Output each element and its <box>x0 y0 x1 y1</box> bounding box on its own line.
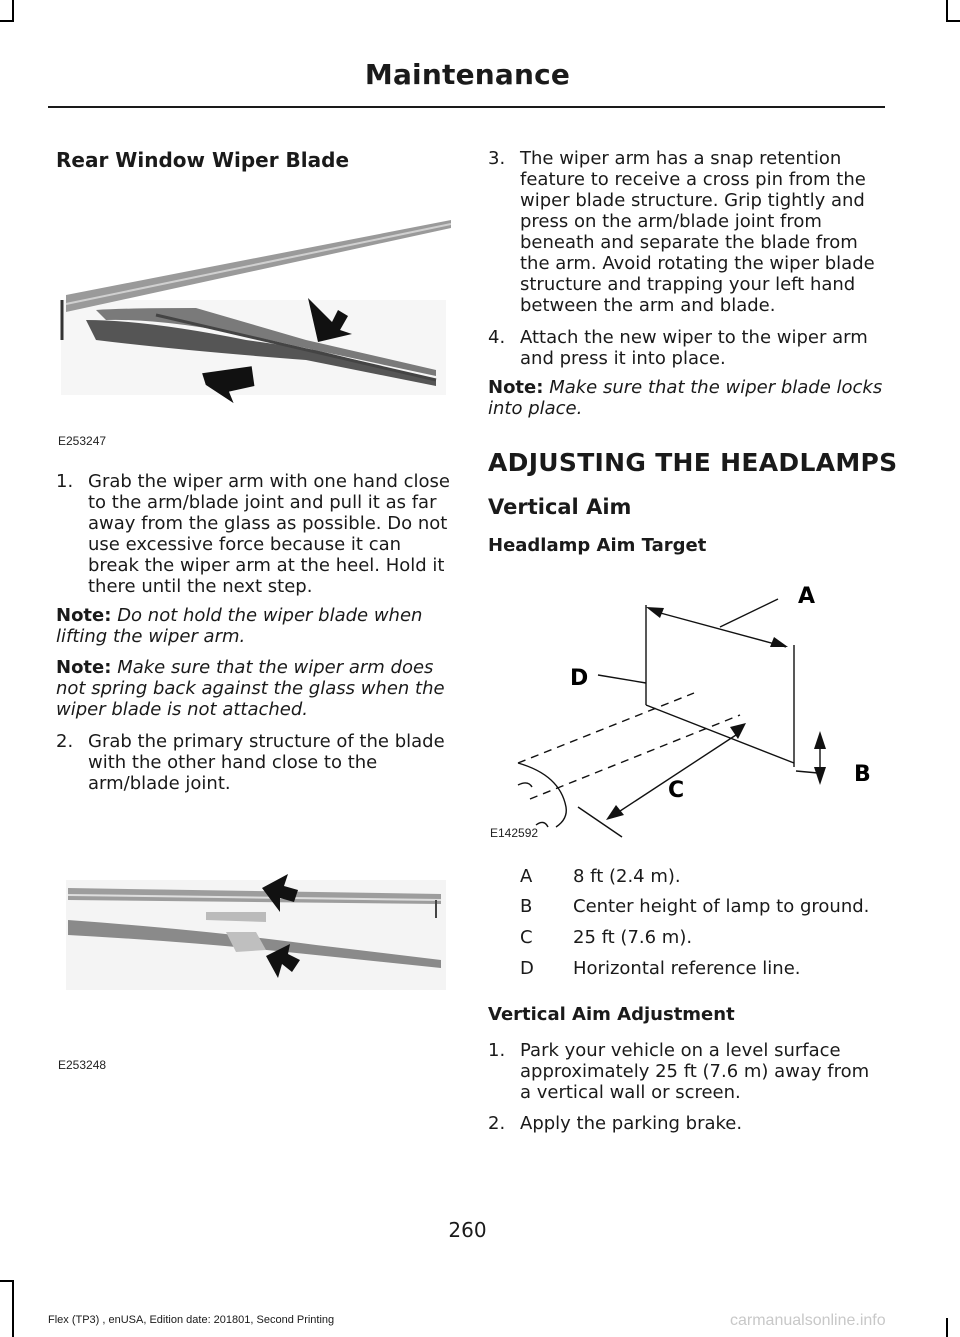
diagram-label-d: D <box>570 666 589 691</box>
legend-value: 8 ft (2.4 m). <box>573 866 681 887</box>
legend-value: Horizontal reference line. <box>573 958 801 979</box>
step-number: 1. <box>488 1040 506 1061</box>
watermark: carmanualsonline.info <box>730 1312 886 1329</box>
note-label: Note: <box>56 605 112 626</box>
step-text: The wiper arm has a snap retention feature to receive a cross pin from the wiper blade structure. Grip tightly and press on the arm/blade joint from beneath and separate the blade from the arm. Avoid rotating the wiper blade structure and trapping your left hand between the arm and blade. <box>520 148 875 316</box>
wiper-figure-2 <box>56 860 451 1000</box>
diagram-label-a: A <box>798 584 816 609</box>
note-text: Make sure that the wiper blade locks into place. <box>488 377 883 419</box>
step-text: Park your vehicle on a level surface approximately 25 ft (7.6 m) away from a vertical wall or screen. <box>520 1040 870 1103</box>
section-title: Rear Window Wiper Blade <box>56 148 350 172</box>
legend-row <box>520 927 692 948</box>
page-number: 260 <box>448 1218 487 1242</box>
crop-mark <box>0 20 14 22</box>
crop-mark <box>946 1318 948 1337</box>
crop-mark <box>12 1280 14 1337</box>
headlamp-aim-diagram <box>488 575 883 850</box>
note-text: Do not hold the wiper blade when lifting the wiper arm. <box>56 605 423 647</box>
page-title: Maintenance <box>364 58 571 91</box>
legend-key: D <box>520 958 534 979</box>
step-2 <box>56 731 451 794</box>
note-label: Note: <box>56 657 112 678</box>
step-number: 1. <box>56 471 74 492</box>
step-number: 4. <box>488 327 506 348</box>
legend-key: C <box>520 927 533 948</box>
note-text: Make sure that the wiper arm does not spring back against the glass when the wiper blade is not attached. <box>56 657 445 720</box>
wiper-figure-1 <box>56 200 451 460</box>
diagram-label-c: C <box>668 778 685 803</box>
arrow-icon <box>814 767 826 785</box>
arrow-icon <box>814 731 826 749</box>
crop-mark <box>946 20 960 22</box>
step-4 <box>488 327 883 369</box>
arrow-icon <box>646 607 664 618</box>
adjust-step-1 <box>488 1040 883 1103</box>
figure-code: E142592 <box>490 826 539 840</box>
arrow-icon <box>770 637 788 647</box>
header-divider <box>48 106 885 108</box>
legend-row <box>520 866 681 887</box>
step-3 <box>488 148 883 316</box>
step-number: 2. <box>56 731 74 752</box>
main-heading: ADJUSTING THE HEADLAMPS <box>488 448 898 477</box>
figure-code: E253248 <box>58 1058 107 1072</box>
step-text: Apply the parking brake. <box>520 1113 743 1134</box>
adjust-step-2 <box>488 1113 883 1134</box>
crop-mark <box>12 0 14 22</box>
note <box>488 377 883 419</box>
note-label: Note: <box>488 377 544 398</box>
legend-value: Center height of lamp to ground. <box>573 896 870 917</box>
step-number: 2. <box>488 1113 506 1134</box>
step-number: 3. <box>488 148 506 169</box>
step-1 <box>56 471 451 597</box>
footer-text: Flex (TP3) , enUSA, Edition date: 201801, Second Printing <box>48 1314 335 1326</box>
adjust-heading: Vertical Aim Adjustment <box>488 1004 735 1025</box>
legend-row <box>520 896 869 917</box>
arrow-icon <box>606 805 624 820</box>
diagram-label-b: B <box>854 762 871 787</box>
arrow-icon <box>202 366 256 407</box>
note <box>56 657 451 720</box>
crop-mark <box>0 1280 14 1282</box>
step-text: Grab the primary structure of the blade with the other hand close to the arm/blade joint. <box>88 731 445 794</box>
figure-code: E253247 <box>58 434 107 448</box>
legend-value: 25 ft (7.6 m). <box>573 927 693 948</box>
legend-key: A <box>520 866 533 887</box>
legend-key: B <box>520 896 533 917</box>
note <box>56 605 451 647</box>
sub-heading: Vertical Aim <box>488 495 632 519</box>
legend-row <box>520 958 801 979</box>
crop-mark <box>946 0 948 22</box>
step-text: Attach the new wiper to the wiper arm and press it into place. <box>520 327 868 369</box>
small-heading: Headlamp Aim Target <box>488 535 707 556</box>
step-text: Grab the wiper arm with one hand close to the arm/blade joint and pull it as far away from the glass as possible. Do not use excessive force because it can break the wiper arm at the heel. Hold it there until the next step. <box>88 471 450 597</box>
